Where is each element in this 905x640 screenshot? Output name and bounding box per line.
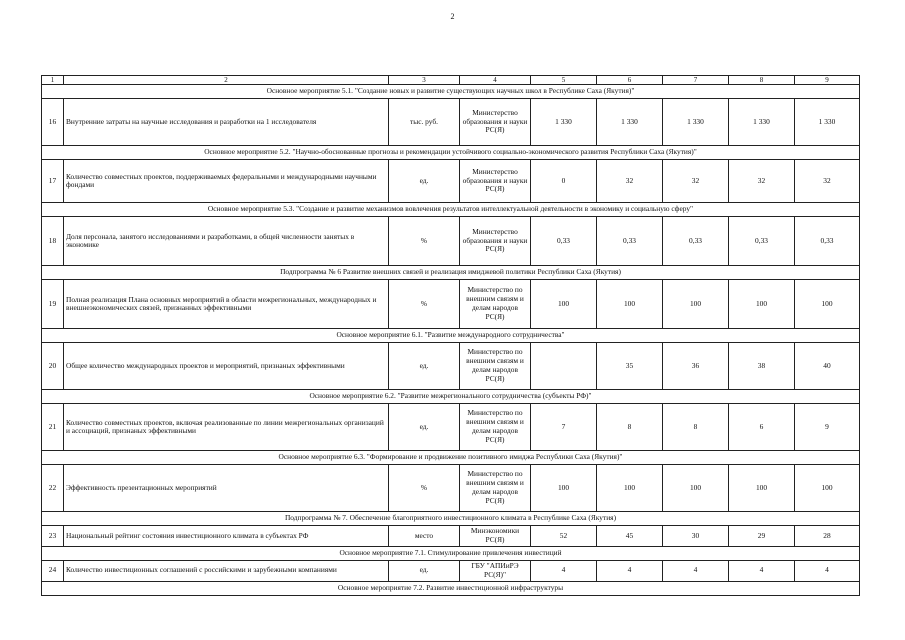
row-number: 19 (42, 280, 64, 329)
value-col6: 0,33 (597, 217, 663, 266)
executor: Министерство по внешним связям и делам народов РС(Я) (460, 404, 531, 451)
indicator-name: Общее количество международных проектов и мероприятий, признаных эффективными (64, 343, 389, 390)
value-col7: 36 (663, 343, 729, 390)
row-number: 22 (42, 465, 64, 512)
table-row (42, 465, 860, 512)
column-number: 7 (663, 76, 729, 85)
unit: ед. (389, 404, 460, 451)
value-col6: 100 (597, 465, 663, 512)
value-col9: 28 (795, 526, 860, 547)
unit: место (389, 526, 460, 547)
value-col7: 32 (663, 160, 729, 203)
value-col6: 35 (597, 343, 663, 390)
executor: Минэкономики РС(Я) (460, 526, 531, 547)
subprogram-row (42, 512, 860, 526)
indicator-name: Национальный рейтинг состояния инвестиционного климата в субъектах РФ (64, 526, 389, 547)
row-number: 20 (42, 343, 64, 390)
page-number: 2 (450, 12, 455, 21)
indicator-name: Внутренние затраты на научные исследования и разработки на 1 исследователя (64, 99, 389, 146)
table-row (42, 160, 860, 203)
table-row (42, 404, 860, 451)
column-number: 8 (729, 76, 795, 85)
value-col8: 0,33 (729, 217, 795, 266)
column-number: 4 (460, 76, 531, 85)
row-number: 18 (42, 217, 64, 266)
section-title: Основное мероприятие 7.2. Развитие инвестиционной инфраструктуры (42, 581, 860, 595)
table-row (42, 99, 860, 146)
value-col7: 8 (663, 404, 729, 451)
indicator-name: Количество совместных проектов, включая реализованные по линии межрегиональных организаций и ассоциаций, признаных эффективными (64, 404, 389, 451)
value-col8: 38 (729, 343, 795, 390)
section-title: Основное мероприятие 6.3. "Формирование и продвижение позитивного имиджа Республики Саха (Якутия)" (42, 451, 860, 465)
unit: ед. (389, 343, 460, 390)
value-col7: 4 (663, 560, 729, 581)
value-col8: 100 (729, 280, 795, 329)
value-col6: 8 (597, 404, 663, 451)
value-col8: 32 (729, 160, 795, 203)
value-col5: 0,33 (531, 217, 597, 266)
column-number: 3 (389, 76, 460, 85)
value-col8: 1 330 (729, 99, 795, 146)
row-number: 21 (42, 404, 64, 451)
value-col5 (531, 343, 597, 390)
section-row (42, 546, 860, 560)
section-title: Основное мероприятие 6.2. "Развитие межрегионального сотрудничества (субъекты РФ)" (42, 390, 860, 404)
section-row (42, 203, 860, 217)
value-col7: 0,33 (663, 217, 729, 266)
value-col6: 32 (597, 160, 663, 203)
row-number: 17 (42, 160, 64, 203)
value-col6: 4 (597, 560, 663, 581)
value-col9: 4 (795, 560, 860, 581)
section-title: Основное мероприятие 5.2. "Научно-обоснованные прогнозы и рекомендации устойчивого социально-экономического развития Республики Саха (Якутия)" (42, 146, 860, 160)
value-col5: 52 (531, 526, 597, 547)
row-number: 23 (42, 526, 64, 547)
column-number-row (42, 76, 860, 85)
column-number: 2 (64, 76, 389, 85)
subprogram-row (42, 266, 860, 280)
section-title: Основное мероприятие 5.1. "Создание новых и развитие существующих научных школ в Республике Саха (Якутия)" (42, 85, 860, 99)
value-col5: 4 (531, 560, 597, 581)
table-row (42, 343, 860, 390)
executor: ГБУ "АПИиРЭ РС(Я)" (460, 560, 531, 581)
column-number: 5 (531, 76, 597, 85)
column-number: 6 (597, 76, 663, 85)
value-col8: 4 (729, 560, 795, 581)
table-row (42, 280, 860, 329)
section-row (42, 146, 860, 160)
table-row (42, 560, 860, 581)
value-col7: 100 (663, 465, 729, 512)
value-col8: 29 (729, 526, 795, 547)
executor: Министерство по внешним связям и делам народов РС(Я) (460, 343, 531, 390)
value-col9: 0,33 (795, 217, 860, 266)
subprogram-title: Подпрограмма № 6 Развитие внешних связей и реализация имиджевой политики Республики Саха (Якутия) (42, 266, 860, 280)
value-col5: 100 (531, 465, 597, 512)
unit: ед. (389, 560, 460, 581)
unit: тыс. руб. (389, 99, 460, 146)
unit: % (389, 465, 460, 512)
indicator-name: Доля персонала, занятого исследованиями и разработками, в общей численности занятых в экономике (64, 217, 389, 266)
row-number: 24 (42, 560, 64, 581)
executor: Министерство по внешним связям и делам народов РС(Я) (460, 465, 531, 512)
value-col6: 1 330 (597, 99, 663, 146)
section-row (42, 85, 860, 99)
section-row (42, 329, 860, 343)
indicators-table (41, 75, 860, 596)
table-row (42, 526, 860, 547)
section-title: Основное мероприятие 5.3. "Создание и развитие механизмов вовлечения результатов интеллектуальной деятельности в экономику и социальную сферу" (42, 203, 860, 217)
value-col5: 100 (531, 280, 597, 329)
column-number: 9 (795, 76, 860, 85)
value-col9: 32 (795, 160, 860, 203)
executor: Министерство образования и науки РС(Я) (460, 99, 531, 146)
value-col7: 30 (663, 526, 729, 547)
section-row (42, 581, 860, 595)
column-number: 1 (42, 76, 64, 85)
section-row (42, 390, 860, 404)
value-col5: 0 (531, 160, 597, 203)
unit: % (389, 217, 460, 266)
value-col5: 7 (531, 404, 597, 451)
value-col9: 40 (795, 343, 860, 390)
indicator-name: Количество инвестиционных соглашений с российскими и зарубежными компаниями (64, 560, 389, 581)
value-col8: 6 (729, 404, 795, 451)
executor: Министерство образования и науки РС(Я) (460, 217, 531, 266)
value-col7: 100 (663, 280, 729, 329)
value-col9: 100 (795, 280, 860, 329)
value-col6: 45 (597, 526, 663, 547)
section-title: Основное мероприятие 6.1. "Развитие международного сотрудничества" (42, 329, 860, 343)
row-number: 16 (42, 99, 64, 146)
unit: % (389, 280, 460, 329)
indicator-name: Полная реализация Плана основных мероприятий в области межрегиональных, международных и внешнеэкономических связей, признанных эффективными (64, 280, 389, 329)
value-col9: 100 (795, 465, 860, 512)
value-col5: 1 330 (531, 99, 597, 146)
indicator-name: Эффективность презентационных мероприятий (64, 465, 389, 512)
executor: Министерство образования и науки РС(Я) (460, 160, 531, 203)
section-row (42, 451, 860, 465)
executor: Министерство по внешним связям и делам народов РС(Я) (460, 280, 531, 329)
subprogram-title: Подпрограмма № 7. Обеспечение благоприятного инвестиционного климата в Республике Саха (Якутия) (42, 512, 860, 526)
value-col9: 1 330 (795, 99, 860, 146)
unit: ед. (389, 160, 460, 203)
value-col9: 9 (795, 404, 860, 451)
value-col6: 100 (597, 280, 663, 329)
table-row (42, 217, 860, 266)
section-title: Основное мероприятие 7.1. Стимулирование привлечения инвестиций (42, 546, 860, 560)
indicator-name: Количество совместных проектов, поддерживаемых федеральными и международными научными фондами (64, 160, 389, 203)
value-col7: 1 330 (663, 99, 729, 146)
value-col8: 100 (729, 465, 795, 512)
